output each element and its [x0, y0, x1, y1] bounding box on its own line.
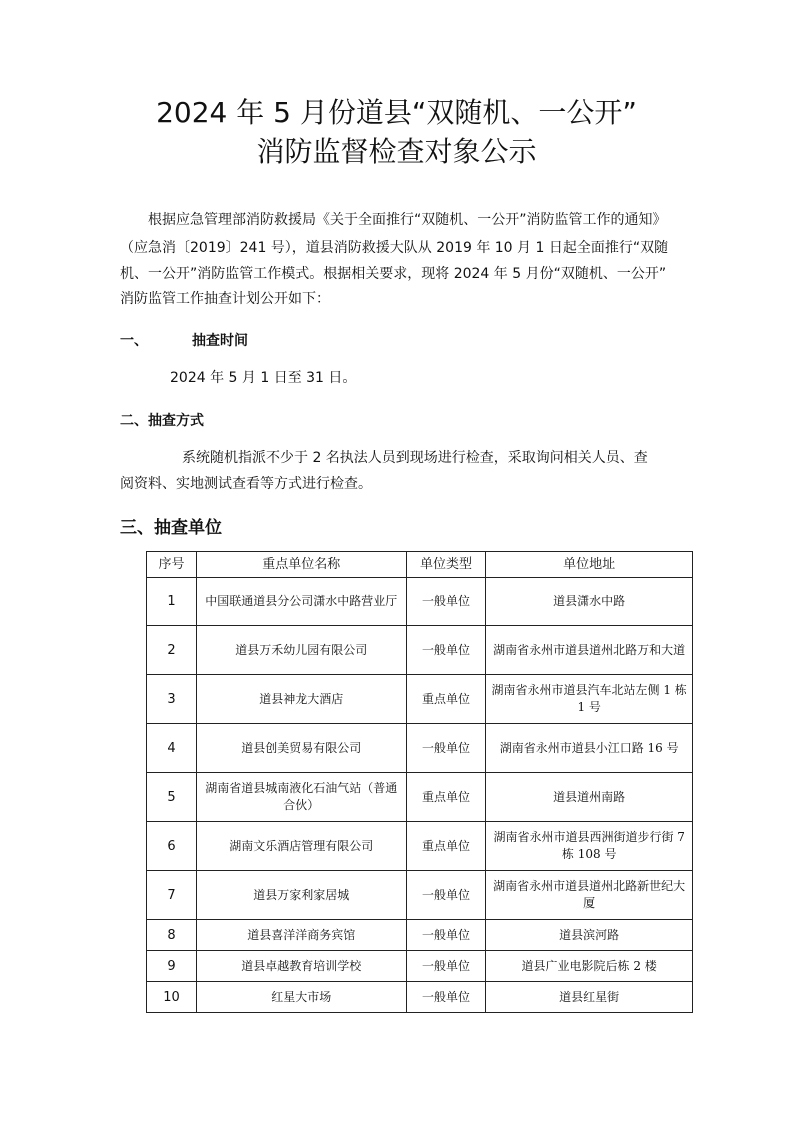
section-2-body-line: 系统随机指派不少于 2 名执法人员到现场进行检查，采取询问相关人员、查 — [182, 450, 648, 466]
table-row — [147, 920, 693, 951]
cell-unit-name: 湖南省道县城南液化石油气站（普通合伙） — [196, 773, 406, 822]
table-row — [147, 871, 693, 920]
cell-unit-address: 湖南省永州市道县小江口路 16 号 — [486, 724, 693, 773]
section-2-body-line: 阅资料、实地测试查看等方式进行检查。 — [120, 476, 372, 492]
cell-unit-type: 重点单位 — [406, 773, 486, 822]
cell-unit-name: 红星大市场 — [196, 982, 406, 1013]
cell-unit-address: 道县广业电影院后栋 2 楼 — [486, 951, 693, 982]
cell-unit-address: 道县滨河路 — [486, 920, 693, 951]
table-row — [147, 773, 693, 822]
cell-unit-name: 道县万禾幼儿园有限公司 — [196, 626, 406, 675]
cell-unit-address: 道县红星街 — [486, 982, 693, 1013]
intro-line: 消防监管工作抽查计划公开如下： — [120, 291, 330, 307]
header-unit-type: 单位类型 — [406, 552, 486, 578]
cell-unit-type: 一般单位 — [406, 578, 486, 626]
cell-unit-type: 一般单位 — [406, 920, 486, 951]
cell-unit-type: 一般单位 — [406, 982, 486, 1013]
header-seq: 序号 — [147, 552, 197, 578]
cell-unit-address: 湖南省永州市道县西洲街道步行街 7 栋 108 号 — [486, 822, 693, 871]
cell-seq: 5 — [147, 773, 197, 822]
cell-unit-address: 湖南省永州市道县道州北路新世纪大厦 — [486, 871, 693, 920]
table-row — [147, 626, 693, 675]
header-unit-address: 单位地址 — [486, 552, 693, 578]
table-row — [147, 822, 693, 871]
section-1-number: 一、 — [120, 333, 148, 349]
cell-seq: 1 — [147, 578, 197, 626]
table-row — [147, 675, 693, 724]
cell-seq: 10 — [147, 982, 197, 1013]
section-1-title: 抽查时间 — [192, 333, 248, 349]
cell-seq: 2 — [147, 626, 197, 675]
cell-seq: 9 — [147, 951, 197, 982]
table-header-row — [147, 552, 693, 578]
section-2-heading: 二、抽查方式 — [120, 413, 204, 429]
table-row — [147, 578, 693, 626]
intro-line: 机、一公开”消防监管工作模式。根据相关要求，现将 2024 年 5 月份“双随机、一公开” — [120, 266, 667, 282]
table-row — [147, 982, 693, 1013]
section-1-body: 2024 年 5 月 1 日至 31 日。 — [170, 370, 357, 386]
cell-unit-type: 一般单位 — [406, 871, 486, 920]
cell-unit-address: 道县潇水中路 — [486, 578, 693, 626]
section-3-heading: 三、抽查单位 — [120, 518, 222, 538]
cell-seq: 3 — [147, 675, 197, 724]
cell-unit-address: 道县道州南路 — [486, 773, 693, 822]
table-row — [147, 951, 693, 982]
table-row — [147, 724, 693, 773]
cell-unit-type: 一般单位 — [406, 951, 486, 982]
header-unit-name: 重点单位名称 — [196, 552, 406, 578]
cell-seq: 4 — [147, 724, 197, 773]
cell-unit-name: 道县万家利家居城 — [196, 871, 406, 920]
inspection-table — [146, 551, 693, 1013]
page-title-line-2: 消防监督检查对象公示 — [256, 135, 537, 168]
cell-unit-type: 重点单位 — [406, 675, 486, 724]
cell-unit-name: 湖南文乐酒店管理有限公司 — [196, 822, 406, 871]
page-title-line-1: 2024 年 5 月份道县“双随机、一公开” — [156, 96, 637, 129]
cell-unit-address: 湖南省永州市道县道州北路万和大道 — [486, 626, 693, 675]
cell-unit-type: 重点单位 — [406, 822, 486, 871]
cell-unit-name: 中国联通道县分公司潇水中路营业厅 — [196, 578, 406, 626]
cell-unit-name: 道县喜洋洋商务宾馆 — [196, 920, 406, 951]
cell-unit-name: 道县神龙大酒店 — [196, 675, 406, 724]
intro-line: 根据应急管理部消防救援局《关于全面推行“双随机、一公开”消防监管工作的通知》 — [148, 212, 667, 228]
cell-seq: 6 — [147, 822, 197, 871]
cell-unit-name: 道县卓越教育培训学校 — [196, 951, 406, 982]
cell-seq: 7 — [147, 871, 197, 920]
cell-seq: 8 — [147, 920, 197, 951]
section-1-heading — [120, 330, 248, 350]
cell-unit-type: 一般单位 — [406, 724, 486, 773]
intro-line: （应急消〔2019〕241 号），道县消防救援大队从 2019 年 10 月 1 日起全面推行“双随 — [120, 240, 669, 256]
cell-unit-type: 一般单位 — [406, 626, 486, 675]
cell-unit-name: 道县创美贸易有限公司 — [196, 724, 406, 773]
cell-unit-address: 湖南省永州市道县汽车北站左侧 1 栋 1 号 — [486, 675, 693, 724]
